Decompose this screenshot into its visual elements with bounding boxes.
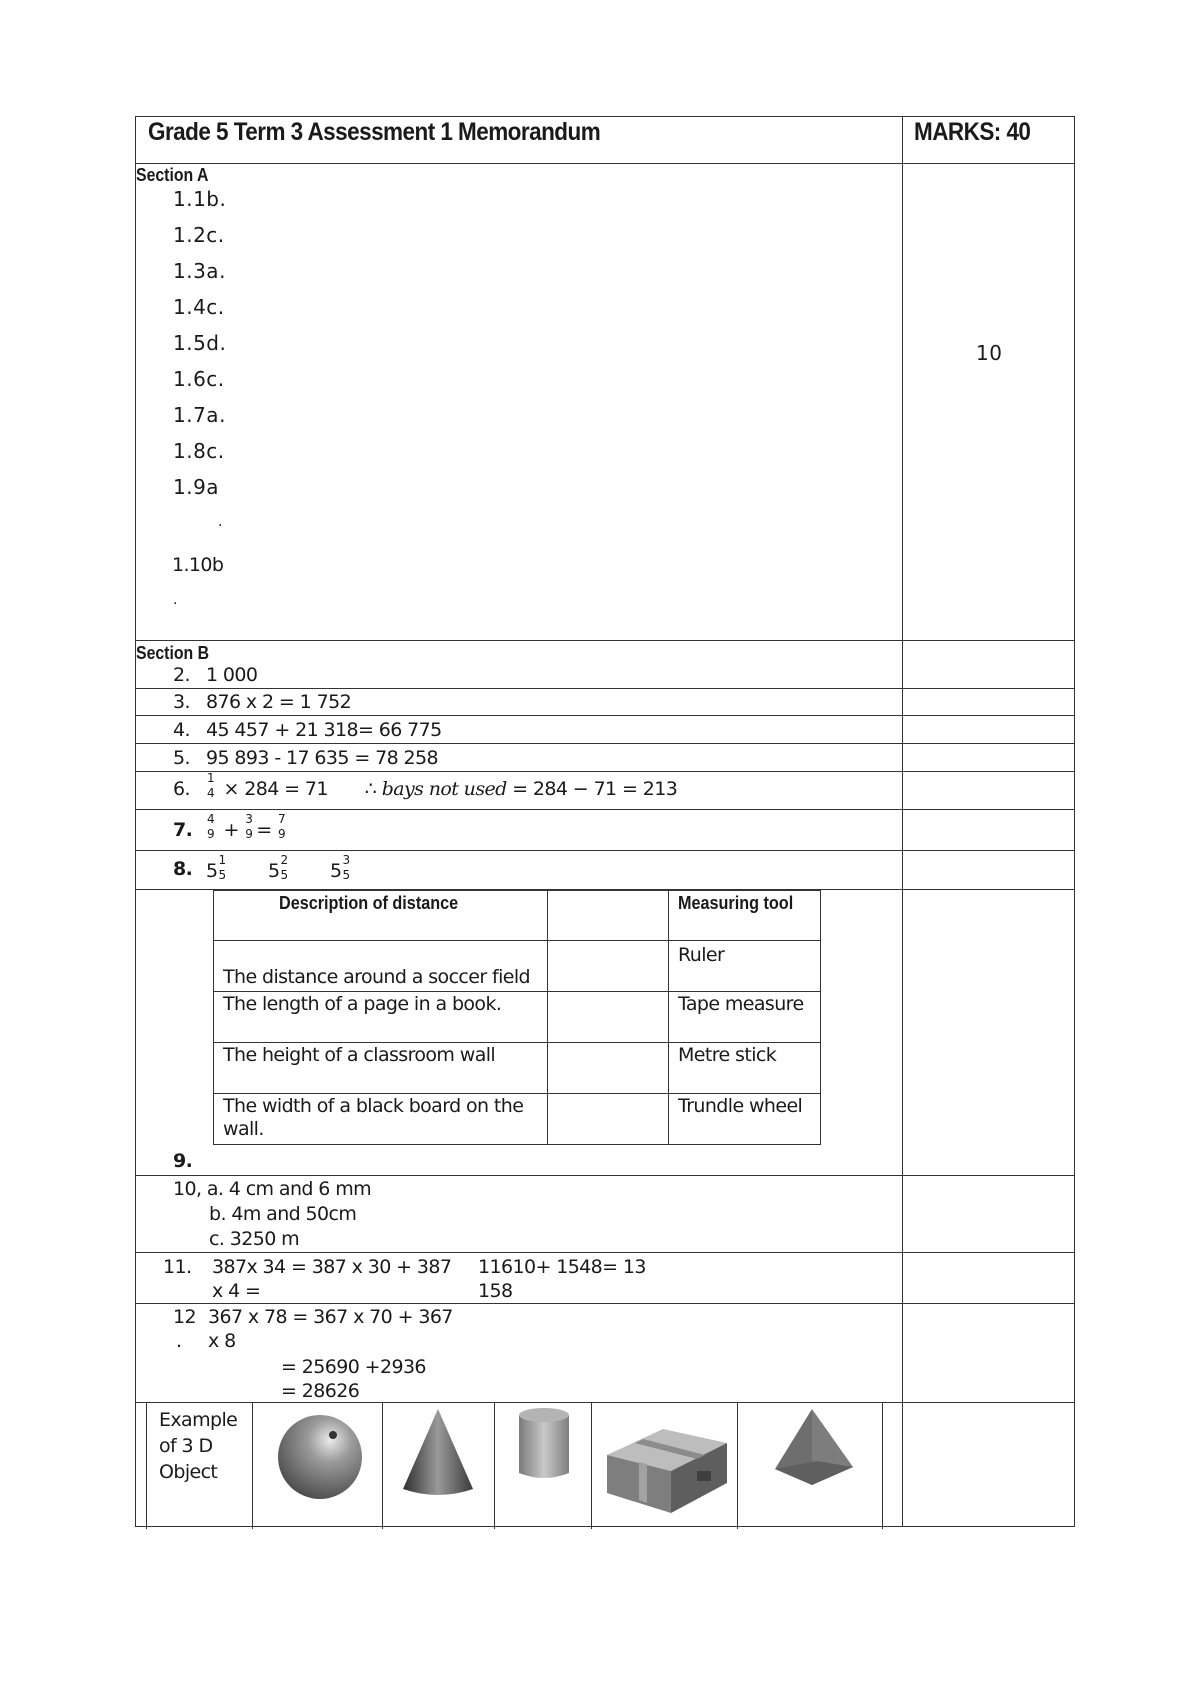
question-11-result-2: 158 <box>478 1280 513 1302</box>
measuring-tool: Trundle wheel <box>678 1095 803 1117</box>
3d-objects-label: Example of 3 D Object <box>159 1409 238 1483</box>
answer-1-5: 1.5d. <box>173 331 227 355</box>
row-divider <box>136 688 1074 689</box>
question-6-answer: 1 4 × 284 = 71 ∴ bays not used = 284 − 71 = 213 <box>207 771 678 800</box>
question-10-c: c. 3250 m <box>209 1228 300 1250</box>
question-11-number: 11. <box>163 1256 192 1278</box>
marks-column-divider <box>902 117 903 1526</box>
measuring-tool: Metre stick <box>678 1044 777 1066</box>
answer-1-7: 1.7a. <box>173 403 226 427</box>
question-12-number: 12 <box>173 1306 196 1328</box>
row-divider <box>136 163 1074 164</box>
question-9-number: 9. <box>173 1150 193 1172</box>
mixed-number: 5 3 5 <box>330 853 350 882</box>
question-5-number: 5. <box>173 747 190 769</box>
cylinder-image <box>513 1405 575 1485</box>
cone-image <box>393 1405 483 1503</box>
question-11-line-2: x 4 = <box>212 1280 261 1302</box>
answer-1-1: 1.1b. <box>173 187 227 211</box>
mixed-number: 5 1 5 <box>206 853 226 882</box>
answer-1-9: 1.9a <box>173 475 220 499</box>
column-header-tool: Measuring tool <box>678 893 794 913</box>
memo-title: Grade 5 Term 3 Assessment 1 Memorandum <box>148 118 601 146</box>
row-divider <box>136 743 1074 744</box>
measuring-tool-table <box>213 890 821 1145</box>
row-divider <box>136 771 1074 772</box>
row-divider <box>136 809 1074 810</box>
row-divider <box>136 850 1074 851</box>
answer-1-8: 1.8c. <box>173 439 225 463</box>
answer-1-3: 1.3a. <box>173 259 226 283</box>
question-10-b: b. 4m and 50cm <box>209 1203 357 1225</box>
total-marks: MARKS: 40 <box>914 118 1031 146</box>
question-7-answer: 4 9 + 3 9 = 7 9 <box>207 812 286 841</box>
question-12-line-1: 367 x 78 = 367 x 70 + 367 <box>208 1306 453 1328</box>
question-2-answer: 1 000 <box>206 664 258 686</box>
question-5-answer: 95 893 - 17 635 = 78 258 <box>206 747 438 769</box>
section-a-marks: 10 <box>976 341 1003 365</box>
question-2-number: 2. <box>173 664 190 686</box>
row-divider <box>136 715 1074 716</box>
answer-1-6: 1.6c. <box>173 367 225 391</box>
distance-description: The width of a black board on the wall. <box>223 1095 524 1140</box>
column-header-description: Description of distance <box>279 893 459 913</box>
question-11-line-1: 387x 34 = 387 x 30 + 387 <box>212 1256 452 1278</box>
3d-objects-row <box>146 1402 892 1529</box>
question-8-number: 8. <box>173 858 193 880</box>
question-11-result-1: 11610+ 1548= 13 <box>478 1256 646 1278</box>
dot-mark: . <box>176 1330 182 1352</box>
row-divider <box>136 1252 1074 1253</box>
memorandum-table <box>135 116 1075 1527</box>
question-4-answer: 45 457 + 21 318= 66 775 <box>206 719 442 741</box>
answer-1-2: 1.2c. <box>173 223 225 247</box>
distance-description: The distance around a soccer field <box>223 966 531 988</box>
row-divider <box>136 640 1074 641</box>
question-10-a: 10, a. 4 cm and 6 mm <box>173 1178 372 1200</box>
question-12-line-2: x 8 <box>208 1330 236 1352</box>
distance-description: The height of a classroom wall <box>223 1044 496 1066</box>
question-4-number: 4. <box>173 719 190 741</box>
distance-description: The length of a page in a book. <box>223 993 502 1015</box>
measuring-tool: Tape measure <box>678 993 804 1015</box>
question-6-number: 6. <box>173 778 190 800</box>
sphere-image <box>265 1409 375 1505</box>
question-12-line-4: = 28626 <box>281 1380 360 1402</box>
question-3-number: 3. <box>173 691 190 713</box>
section-a-label: Section A <box>136 165 209 185</box>
dot-mark: . <box>173 592 178 608</box>
fraction: 1 4 <box>207 771 215 800</box>
dot-mark: . <box>218 514 223 530</box>
question-12-line-3: = 25690 +2936 <box>281 1356 426 1378</box>
row-divider <box>136 1303 1074 1304</box>
pyramid-image <box>757 1405 867 1495</box>
answer-1-10: 1.10b <box>172 554 224 576</box>
section-b-label: Section B <box>136 643 210 663</box>
measuring-tool: Ruler <box>678 944 725 966</box>
mixed-number: 5 2 5 <box>268 853 288 882</box>
row-divider <box>136 1175 1074 1176</box>
rectangular-prism-image <box>599 1413 734 1519</box>
answer-1-4: 1.4c. <box>173 295 225 319</box>
question-3-answer: 876 x 2 = 1 752 <box>206 691 352 713</box>
question-7-number: 7. <box>173 819 193 841</box>
